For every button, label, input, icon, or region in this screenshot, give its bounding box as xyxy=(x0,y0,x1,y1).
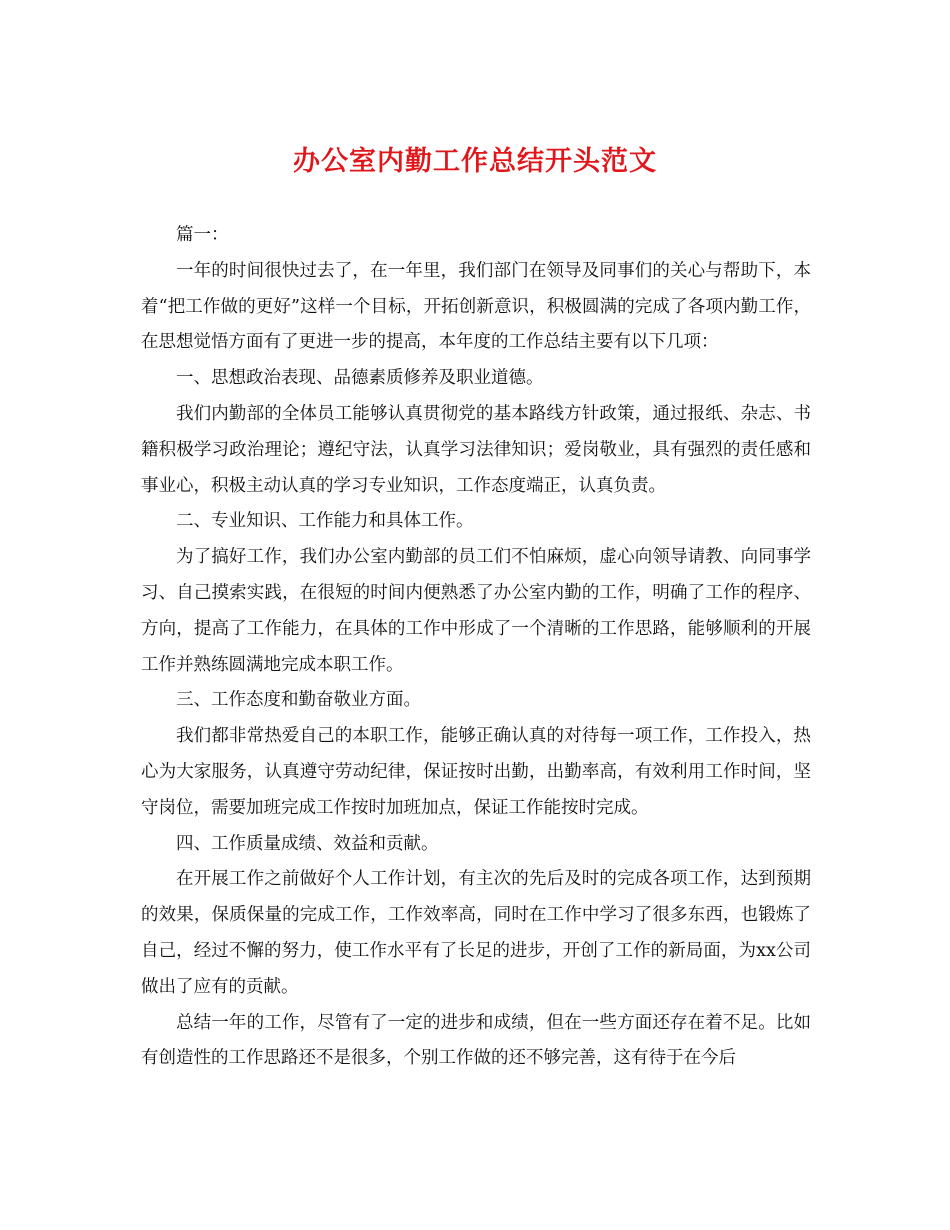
document-body xyxy=(141,218,811,1077)
body-paragraph: 总结一年的工作，尽管有了一定的进步和成绩，但在一些方面还存在着不足。比如有创造性的工作思路还不是很多，个别工作做的还不够完善，这有待于在今后 xyxy=(141,1012,811,1069)
section-heading: 二、专业知识、工作能力和具体工作。 xyxy=(176,511,474,532)
section-label: 篇一： xyxy=(176,225,229,245)
section-heading: 三、工作态度和勤奋敬业方面。 xyxy=(176,690,421,711)
body-paragraph: 为了搞好工作，我们办公室内勤部的员工们不怕麻烦，虚心向领导请教、向同事学习、自己摸索实践，在很短的时间内便熟悉了办公室内勤的工作，明确了工作的程序、方向，提高了工作能力，在具体的工作中形成了一个清晰的工作思路，能够顺利的开展工作并熟练圆满地完成本职工作。 xyxy=(141,547,811,675)
body-paragraph: 我们内勤部的全体员工能够认真贯彻党的基本路线方针政策，通过报纸、杂志、书籍积极学习政治理论；遵纪守法，认真学习法律知识；爱岗敬业，具有强烈的责任感和事业心，积极主动认真的学习专业知识，工作态度端正，认真负责。 xyxy=(141,403,811,496)
body-paragraph: 我们都非常热爱自己的本职工作，能够正确认真的对待每一项工作，工作投入，热心为大家服务，认真遵守劳动纪律，保证按时出勤，出勤率高，有效利用工作时间，坚守岗位，需要加班完成工作按时加班加点，保证工作能按时完成。 xyxy=(141,726,811,818)
section-heading: 四、工作质量成绩、效益和贡献。 xyxy=(176,833,439,854)
document-title: 办公室内勤工作总结开头范文 xyxy=(293,146,657,177)
section-heading: 一、思想政治表现、品德素质修养及职业道德。 xyxy=(176,368,544,389)
body-paragraph: 在开展工作之前做好个人工作计划，有主次的先后及时的完成各项工作，达到预期的效果，保质保量的完成工作，工作效率高，同时在工作中学习了很多东西，也锻炼了自己，经过不懈的努力，使工作水平有了长足的进步，开创了工作的新局面，为xx公司做出了应有的贡献。 xyxy=(141,869,811,997)
body-paragraph: 一年的时间很快过去了，在一年里，我们部门在领导及同事们的关心与帮助下，本着“把工作做的更好”这样一个目标，开拓创新意识，积极圆满的完成了各项内勤工作，在思想觉悟方面有了更进一步的提高，本年度的工作总结主要有以下几项： xyxy=(141,260,811,353)
